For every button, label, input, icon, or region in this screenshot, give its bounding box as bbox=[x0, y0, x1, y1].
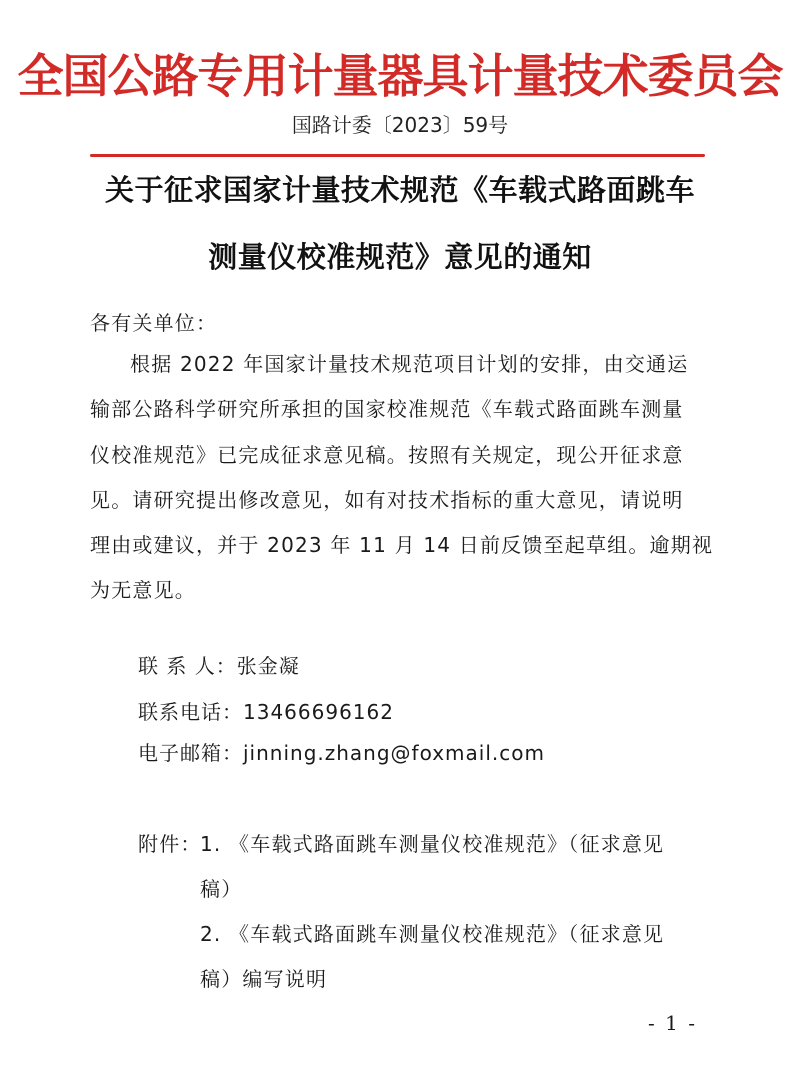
paragraph-line: 为无意见。 bbox=[90, 578, 196, 602]
attachment-item-2-line-1: 2. 《车载式路面跳车测量仪校准规范》（征求意见 bbox=[200, 922, 665, 946]
paragraph-line: 根据 2022 年国家计量技术规范项目计划的安排，由交通运 bbox=[130, 352, 689, 376]
contact-person-name: 张金凝 bbox=[236, 654, 300, 678]
paragraph-line: 仪校准规范》已完成征求意见稿。按照有关规定，现公开征求意 bbox=[90, 443, 684, 467]
document-number: 国路计委〔2023〕59号 bbox=[291, 113, 509, 137]
contact-phone-label: 联系电话： bbox=[138, 700, 243, 724]
notice-title-line-2: 测量仪校准规范》意见的通知 bbox=[208, 240, 592, 274]
contact-phone-number: 13466696162 bbox=[243, 700, 394, 724]
attachments-label: 附件： bbox=[138, 832, 202, 856]
contact-phone-row bbox=[138, 696, 394, 728]
paragraph-line: 理由或建议，并于 2023 年 11 月 14 日前反馈至起草组。逾期视 bbox=[90, 533, 714, 557]
contact-person-row bbox=[138, 650, 300, 682]
contact-email-address: jinning.zhang@foxmail.com bbox=[243, 741, 545, 765]
red-divider-line bbox=[90, 154, 705, 157]
attachment-item-2-line-2: 稿）编写说明 bbox=[200, 967, 328, 991]
issuer-name: 全国公路专用计量器具计量技术委员会 bbox=[17, 49, 783, 103]
paragraph-line: 输部公路科学研究所承担的国家校准规范《车载式路面跳车测量 bbox=[90, 397, 684, 421]
salutation: 各有关单位： bbox=[90, 311, 218, 335]
contact-email-label: 电子邮箱： bbox=[138, 741, 243, 765]
attachment-item-1-line-1: 1. 《车载式路面跳车测量仪校准规范》（征求意见 bbox=[200, 832, 665, 856]
page-number: - 1 - bbox=[648, 1011, 697, 1035]
contact-person-label: 联 系 人： bbox=[138, 654, 237, 678]
notice-title-line-1: 关于征求国家计量技术规范《车载式路面跳车 bbox=[104, 173, 695, 207]
attachment-item-1-line-2: 稿） bbox=[200, 877, 243, 901]
paragraph-line: 见。请研究提出修改意见，如有对技术指标的重大意见，请说明 bbox=[90, 488, 684, 512]
contact-email-row bbox=[138, 737, 545, 769]
